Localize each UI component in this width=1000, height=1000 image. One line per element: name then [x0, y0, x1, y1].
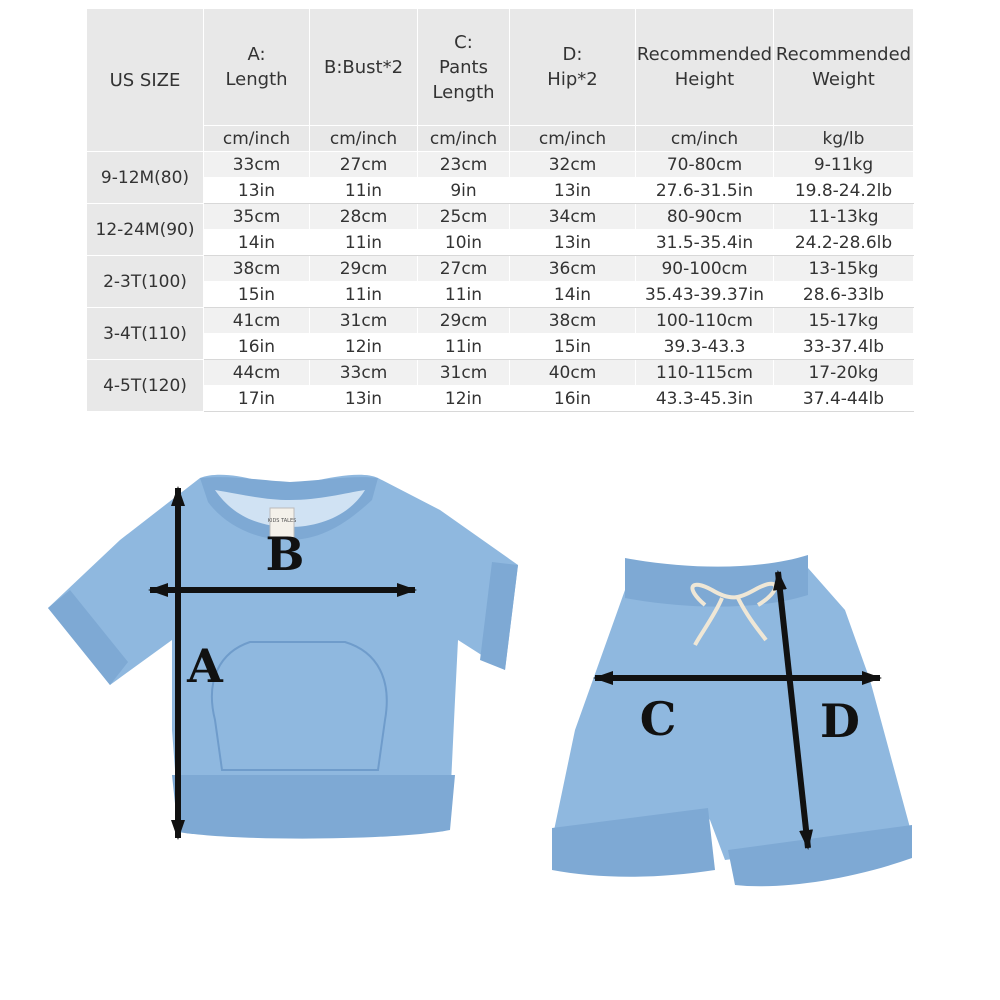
unit-cell: kg/lb — [774, 126, 914, 152]
table-cell: 33-37.4lb — [774, 334, 914, 360]
table-cell: 16in — [510, 386, 636, 412]
table-cell: 17in — [204, 386, 310, 412]
table-cell: 43.3-45.3in — [636, 386, 774, 412]
unit-cell: cm/inch — [418, 126, 510, 152]
unit-cell: cm/inch — [310, 126, 418, 152]
tshirt-illustration — [48, 475, 518, 839]
table-cell: 32cm — [510, 152, 636, 178]
table-cell: 34cm — [510, 204, 636, 230]
table-cell: 17-20kg — [774, 360, 914, 386]
table-row — [87, 360, 914, 386]
shorts-illustration — [552, 555, 912, 886]
table-cell: 12in — [418, 386, 510, 412]
table-cell: 80-90cm — [636, 204, 774, 230]
table-cell: 44cm — [204, 360, 310, 386]
table-cell: 11in — [418, 334, 510, 360]
table-cell: 70-80cm — [636, 152, 774, 178]
table-cell: 23cm — [418, 152, 510, 178]
table-cell: 24.2-28.6lb — [774, 230, 914, 256]
table-cell: 9in — [418, 178, 510, 204]
label-c: C — [639, 692, 677, 746]
table-cell: 38cm — [204, 256, 310, 282]
unit-cell: cm/inch — [204, 126, 310, 152]
table-cell: 15-17kg — [774, 308, 914, 334]
table-cell: 36cm — [510, 256, 636, 282]
table-cell: 15in — [510, 334, 636, 360]
header-hip: D: Hip*2 — [510, 9, 636, 126]
table-cell: 28cm — [310, 204, 418, 230]
table-cell: 39.3-43.3 — [636, 334, 774, 360]
table-row — [87, 256, 914, 282]
table-cell: 41cm — [204, 308, 310, 334]
table-row — [87, 178, 914, 204]
table-row — [87, 152, 914, 178]
label-a: A — [187, 639, 223, 693]
header-bust: B:Bust*2 — [310, 9, 418, 126]
table-row — [87, 334, 914, 360]
table-cell: 28.6-33lb — [774, 282, 914, 308]
table-cell: 27.6-31.5in — [636, 178, 774, 204]
table-cell: 10in — [418, 230, 510, 256]
table-cell: 11in — [310, 230, 418, 256]
table-cell: 13in — [510, 230, 636, 256]
table-row — [87, 282, 914, 308]
table-cell: 35cm — [204, 204, 310, 230]
table-cell: 12in — [310, 334, 418, 360]
label-b: B — [265, 527, 305, 581]
table-cell: 27cm — [418, 256, 510, 282]
table-cell: 13-15kg — [774, 256, 914, 282]
measurement-diagram — [0, 430, 1000, 1000]
table-cell: 31cm — [310, 308, 418, 334]
unit-cell: cm/inch — [510, 126, 636, 152]
table-cell: 38cm — [510, 308, 636, 334]
table-cell: 33cm — [310, 360, 418, 386]
table-cell: 16in — [204, 334, 310, 360]
table-cell: 29cm — [418, 308, 510, 334]
table-cell: 110-115cm — [636, 360, 774, 386]
size-label: 2-3T(100) — [87, 256, 204, 308]
table-cell: 13in — [310, 386, 418, 412]
header-length: A: Length — [204, 9, 310, 126]
table-cell: 27cm — [310, 152, 418, 178]
table-cell: 13in — [510, 178, 636, 204]
header-weight: Recommended Weight — [774, 9, 914, 126]
table-cell: 90-100cm — [636, 256, 774, 282]
table-cell: 19.8-24.2lb — [774, 178, 914, 204]
table-cell: 11-13kg — [774, 204, 914, 230]
table-cell: 31.5-35.4in — [636, 230, 774, 256]
header-height: Recommended Height — [636, 9, 774, 126]
table-row — [87, 386, 914, 412]
table-cell: 11in — [418, 282, 510, 308]
header-row — [87, 9, 914, 126]
size-label: 3-4T(110) — [87, 308, 204, 360]
table-cell: 9-11kg — [774, 152, 914, 178]
table-cell: 25cm — [418, 204, 510, 230]
units-row — [87, 126, 914, 152]
table-cell: 11in — [310, 282, 418, 308]
table-cell: 14in — [510, 282, 636, 308]
table-cell: 11in — [310, 178, 418, 204]
table-row — [87, 230, 914, 256]
table-cell: 31cm — [418, 360, 510, 386]
unit-cell: cm/inch — [636, 126, 774, 152]
size-label: 9-12M(80) — [87, 152, 204, 204]
table-cell: 37.4-44lb — [774, 386, 914, 412]
header-us-size: US SIZE — [87, 9, 204, 152]
table-cell: 15in — [204, 282, 310, 308]
tshirt-hem — [172, 775, 455, 839]
label-d: D — [820, 694, 860, 748]
header-pants-length: C: Pants Length — [418, 9, 510, 126]
table-cell: 40cm — [510, 360, 636, 386]
size-label: 4-5T(120) — [87, 360, 204, 412]
tshirt-tag-text: KIDS TALES — [267, 518, 297, 524]
table-row — [87, 308, 914, 334]
table-cell: 35.43-39.37in — [636, 282, 774, 308]
table-cell: 100-110cm — [636, 308, 774, 334]
table-cell: 33cm — [204, 152, 310, 178]
size-label: 12-24M(90) — [87, 204, 204, 256]
size-chart-table — [86, 8, 914, 412]
table-cell: 13in — [204, 178, 310, 204]
table-cell: 14in — [204, 230, 310, 256]
table-row — [87, 204, 914, 230]
table-cell: 29cm — [310, 256, 418, 282]
